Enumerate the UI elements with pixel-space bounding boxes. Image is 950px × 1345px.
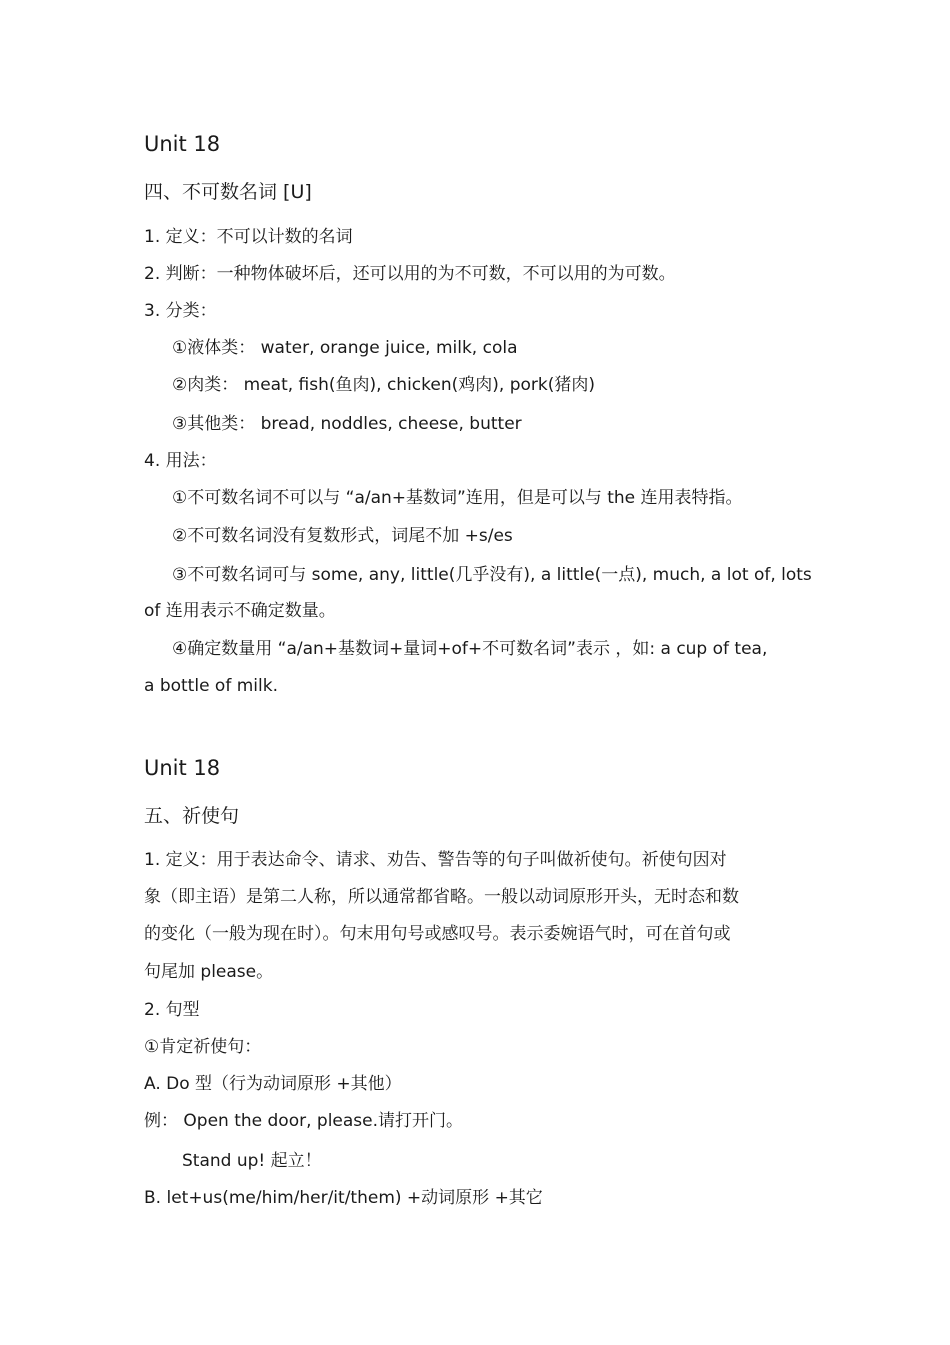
imperative-definition-1: 1. 定义：用于表达命令、请求、劝告、警告等的句子叫做祈使句。祈使句因对	[144, 850, 727, 870]
usage-heading: 4. 用法：	[144, 451, 217, 471]
category-liquid: ①液体类： water, orange juice, milk, cola	[172, 338, 518, 358]
section-heading-uncountable: 四、不可数名词 [U]	[144, 181, 312, 203]
unit-title-1: Unit 18	[144, 132, 221, 156]
sentence-pattern-heading: 2. 句型	[144, 1000, 200, 1020]
section-heading-imperative: 五、祈使句	[144, 805, 240, 827]
affirmative-imperative: ①肯定祈使句：	[144, 1037, 262, 1057]
category-heading: 3. 分类：	[144, 301, 217, 321]
example-2: Stand up! 起立！	[182, 1151, 322, 1171]
imperative-definition-2: 象（即主语）是第二人称，所以通常都省略。一般以动词原形开头，无时态和数	[144, 887, 739, 907]
usage-2: ②不可数名词没有复数形式，词尾不加 +s/es	[172, 526, 513, 546]
definition-line: 1. 定义：不可以计数的名词	[144, 227, 353, 247]
category-meat: ②肉类： meat, fish(鱼肉), chicken(鸡肉), pork(猪肉)	[172, 375, 595, 395]
imperative-definition-3: 的变化（一般为现在时）。句末用句号或感叹号。表示委婉语气时，可在首句或	[144, 924, 731, 944]
usage-4: ④确定数量用 “a/an+基数词+量词+of+不可数名词”表示 ，如: a cup of tea,	[172, 639, 768, 659]
usage-3-continued: of 连用表示不确定数量。	[144, 601, 336, 621]
example-1: 例： Open the door, please.请打开门。	[144, 1111, 464, 1131]
unit-title-2: Unit 18	[144, 756, 221, 780]
judgement-line: 2. 判断：一种物体破坏后，还可以用的为不可数，不可以用的为可数。	[144, 264, 676, 284]
imperative-definition-4: 句尾加 please。	[144, 962, 274, 982]
do-pattern: A. Do 型（行为动词原形 +其他）	[144, 1074, 402, 1094]
category-other: ③其他类： bread, noddles, cheese, butter	[172, 414, 522, 434]
usage-3: ③不可数名词可与 some, any, little(几乎没有), a little(一点), much, a lot of, lots	[172, 565, 812, 585]
usage-4-continued: a bottle of milk.	[144, 676, 278, 696]
let-pattern: B. let+us(me/him/her/it/them) +动词原形 +其它	[144, 1188, 543, 1208]
usage-1: ①不可数名词不可以与 “a/an+基数词”连用，但是可以与 the 连用表特指。	[172, 488, 743, 508]
